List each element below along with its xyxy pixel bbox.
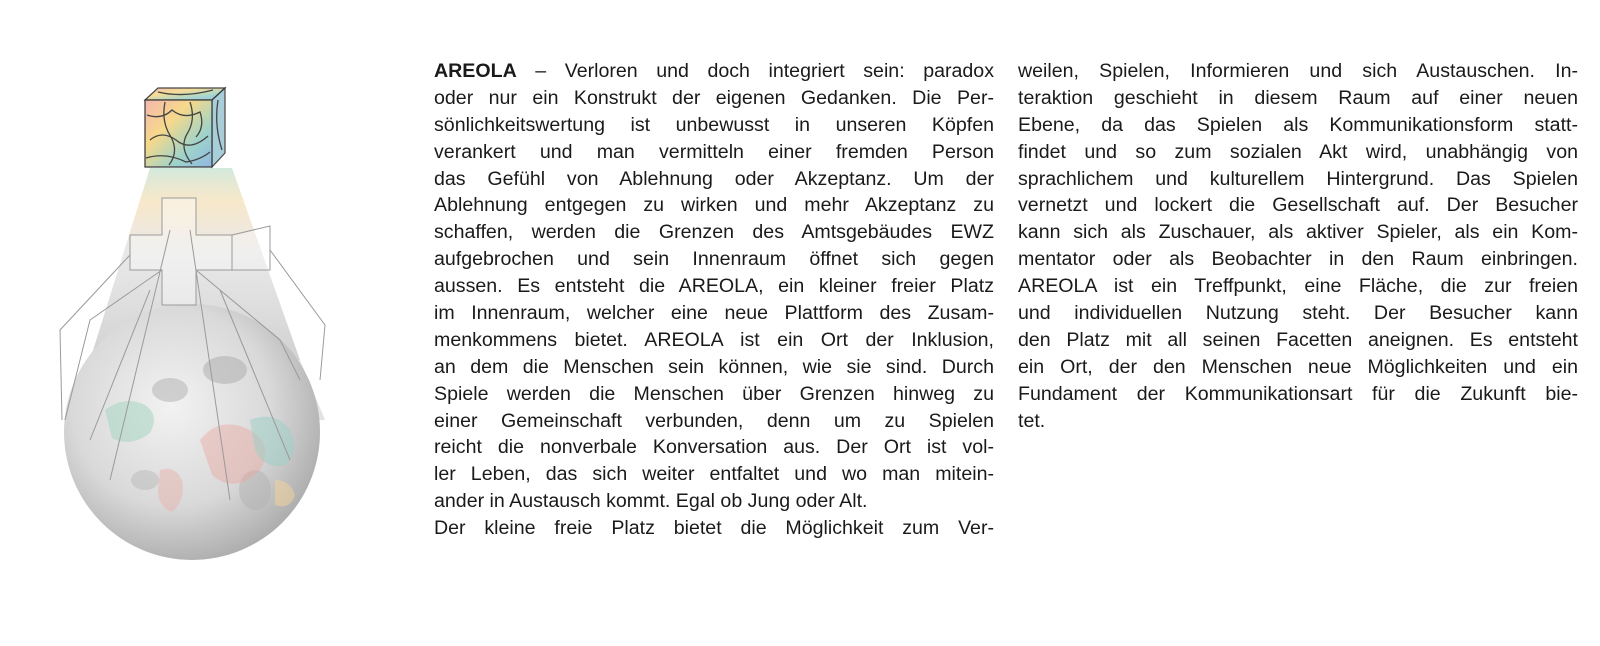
text-line: das Gefühl von Ablehnung oder Akzeptanz. Um der [434, 167, 994, 190]
text-line: findet und so zum sozialen Akt wird, unabhängig von [1018, 140, 1578, 163]
text-line: ler Leben, das sich weiter entfaltet und wo man mitein- [434, 463, 994, 486]
moon-globe-illustration [50, 80, 350, 580]
text-line: Ablehnung entgegen zu wirken und mehr Akzeptanz zu [434, 194, 994, 217]
text-segment: – Verloren und doch integriert sein: paradox [516, 60, 994, 82]
text-line: vernetzt und lockert die Gesellschaft auf. Der Besucher [1018, 194, 1578, 217]
text-line: teraktion geschieht in diesem Raum auf einer neuen [1018, 86, 1578, 109]
brand-title: AREOLA [434, 60, 517, 82]
text-line: verankert und man vermitteln einer fremden Person [434, 140, 994, 163]
text-line: schaffen, werden die Grenzen des Amtsgebäudes EWZ [434, 221, 994, 244]
text-line: aufgebrochen und sein Innenraum öffnet sich gegen [434, 248, 994, 271]
text-line: kann sich als Zuschauer, als aktiver Spieler, als ein Kom- [1018, 221, 1578, 244]
text-line: einer Gemeinschaft verbunden, denn um zu Spielen [434, 409, 994, 432]
text-line: menkommens bietet. AREOLA ist ein Ort der Inklusion, [434, 328, 994, 351]
text-column-right [1018, 58, 1578, 434]
text-line: an dem die Menschen sein können, wie sie sind. Durch [434, 355, 994, 378]
text-line: sönlichkeitswertung ist unbewusst in unseren Köpfen [434, 113, 994, 136]
text-line: Der kleine freie Platz bietet die Möglichkeit zum Ver- [434, 517, 994, 540]
text-line [434, 58, 994, 85]
text-line: Spiele werden die Menschen über Grenzen hinweg zu [434, 382, 994, 405]
text-line: AREOLA ist ein Treffpunkt, eine Fläche, die zur freien [1018, 275, 1578, 298]
text-column-left [434, 58, 994, 542]
text-line: tet. [1018, 409, 1046, 432]
text-line: weilen, Spielen, Informieren und sich Austauschen. In- [1018, 60, 1578, 82]
text-line: reicht die nonverbale Konversation aus. Der Ort ist vol- [434, 436, 994, 459]
text-line: den Platz mit all seinen Facetten aneignen. Es entsteht [1018, 328, 1578, 351]
text-line: aussen. Es entsteht die AREOLA, ein kleiner freier Platz [434, 275, 994, 298]
text-line: Ebene, da das Spielen als Kommunikationsform statt- [1018, 113, 1578, 136]
text-line: und individuellen Nutzung steht. Der Besucher kann [1018, 302, 1578, 325]
text-line: mentator oder als Beobachter in den Raum einbringen. [1018, 248, 1578, 271]
text-line: ander in Austausch kommt. Egal ob Jung oder Alt. [434, 490, 868, 513]
text-line: Fundament der Kommunikationsart für die Zukunft bie- [1018, 382, 1578, 405]
text-line: oder nur ein Konstrukt der eigenen Gedanken. Die Per- [434, 86, 994, 109]
text-line: sprachlichem und kulturellem Hintergrund. Das Spielen [1018, 167, 1578, 190]
text-line: im Innenraum, welcher eine neue Plattform des Zusam- [434, 302, 994, 325]
cube-icon [145, 88, 225, 167]
text-line: ein Ort, der den Menschen neue Möglichkeiten und ein [1018, 355, 1578, 378]
